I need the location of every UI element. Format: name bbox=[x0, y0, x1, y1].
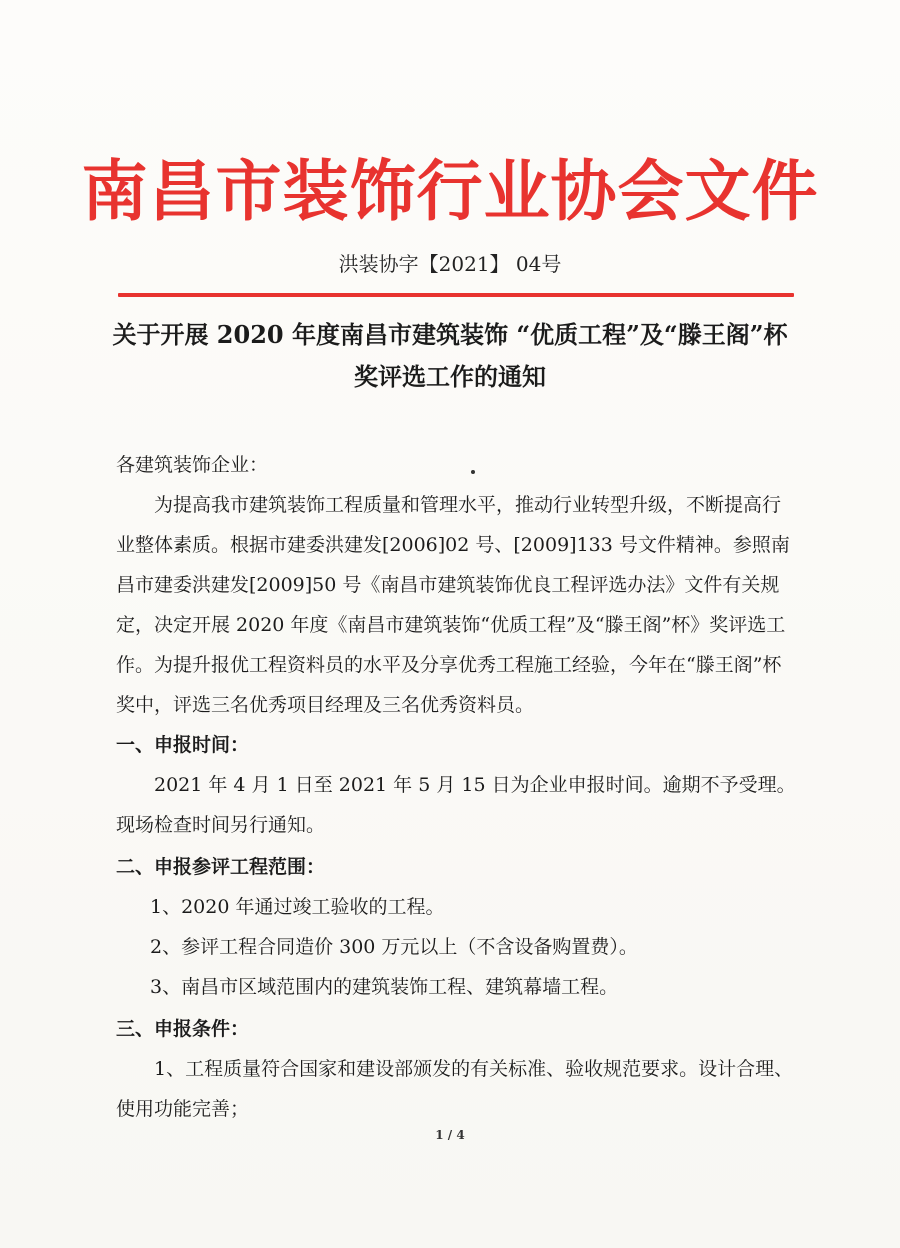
section-2-heading: 二、申报参评工程范围： bbox=[116, 856, 326, 878]
section-1-heading: 一、申报时间： bbox=[116, 734, 250, 756]
page-number: 1 / 4 bbox=[435, 1128, 465, 1142]
section-3-text: 1、工程质量符合国家和建设部颁发的有关标准、验收规范要求。设计合理、使用功能完善； bbox=[116, 1058, 794, 1120]
notice-title-line-1: 关于开展 2020 年度南昌市建筑装饰 “优质工程”及“滕王阁”杯 bbox=[112, 320, 788, 349]
notice-title-line-2: 奖评选工作的通知 bbox=[354, 362, 546, 391]
section-2-item-2: 2、参评工程合同造价 300 万元以上（不含设备购置费）。 bbox=[150, 936, 638, 958]
notice-title bbox=[70, 314, 830, 398]
section-2-item-1: 1、2020 年通过竣工验收的工程。 bbox=[150, 896, 445, 918]
organization-header-title: 南昌市装饰行业协会文件 bbox=[81, 152, 819, 230]
red-divider-line bbox=[118, 293, 794, 297]
notice-body bbox=[116, 445, 796, 1129]
section-1-text: 2021 年 4 月 1 日至 2021 年 5 月 15 日为企业申报时间。逾期不予受理。现场检查时间另行通知。 bbox=[116, 774, 796, 836]
intro-paragraph: 为提高我市建筑装饰工程质量和管理水平，推动行业转型升级，不断提高行业整体素质。根据市建委洪建发[2006]02 号、[2009]133 号文件精神。参照南昌市建委洪建发[2009]50 号《南昌市建筑装饰优良工程评选办法》文件有关规定，决定开展 2020 年度《南昌市建筑装饰“优质工程”及“滕王阁”杯》奖评选工作。为提升报优工程资料员的水平及分享优秀工程施工经验，今年在“滕王阁”杯奖中，评选三名优秀项目经理及三名优秀资料员。 bbox=[116, 494, 790, 716]
section-3-heading: 三、申报条件： bbox=[116, 1018, 250, 1040]
section-2-item-3: 3、南昌市区域范围内的建筑装饰工程、建筑幕墙工程。 bbox=[150, 976, 619, 998]
salutation: 各建筑装饰企业： bbox=[116, 454, 269, 476]
document-number: 洪装协字【2021】 04号 bbox=[338, 252, 562, 276]
